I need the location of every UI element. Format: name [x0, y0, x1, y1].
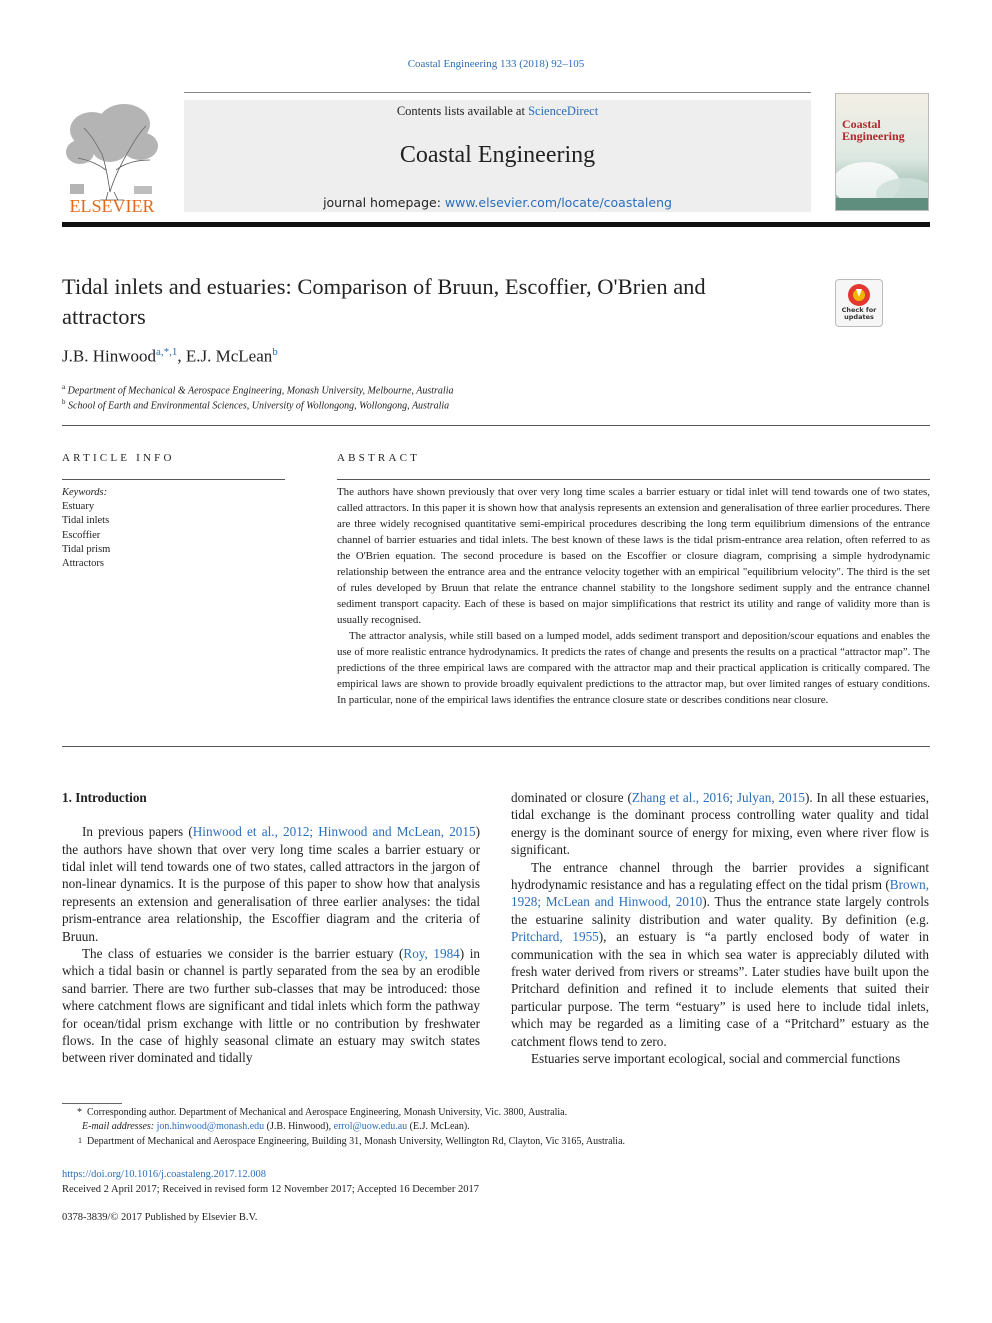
affil-mark: a — [62, 383, 66, 391]
article-title: Tidal inlets and estuaries: Comparison of Bruun, Escoffier, O'Brien and attractors — [62, 274, 706, 329]
keywords-list — [62, 486, 110, 571]
keyword: Escoffier — [62, 529, 101, 541]
check-updates-label: Check for updates — [841, 306, 877, 321]
article-info-rule — [62, 479, 285, 480]
affiliation-rule — [62, 425, 930, 426]
affil-text: School of Earth and Environmental Sciences, University of Wollongong, Wollongong, Australia — [68, 400, 450, 412]
section-heading: 1. Introduction — [62, 790, 147, 805]
citation-link[interactable]: Zhang et al., 2016; Julyan, 2015 — [631, 790, 805, 805]
author-name[interactable]: E.J. McLean — [185, 346, 273, 366]
cover-wave-image-icon — [836, 154, 929, 211]
cover-title: Coastal Engineering — [842, 117, 905, 143]
affil-text: Department of Mechanical & Aerospace Engineering, Monash University, Melbourne, Australia — [67, 385, 454, 397]
text: The class of estuaries we consider is the barrier estuary ( — [82, 946, 404, 962]
footnote-rule — [62, 1103, 122, 1104]
text: The entrance channel through the barrier provides a significant hydrodynamic resistance and has a regulating effect on the tidal prism ( — [511, 859, 929, 893]
keywords-label: Keywords: — [62, 487, 108, 498]
abstract-end-rule — [62, 746, 930, 747]
footnote-corresponding — [62, 1107, 567, 1118]
contents-line — [184, 104, 811, 119]
affiliation-b — [62, 398, 449, 411]
copyright-line: 0378-3839/© 2017 Published by Elsevier B.V. — [62, 1212, 258, 1223]
author-separator: , — [177, 346, 186, 366]
author-list — [62, 346, 278, 367]
abstract-paragraph: The attractor analysis, while still based on a lumped model, adds sediment transport and deposition/scour equations and enables the use of more realistic entrance hydrodynamics. It predicts the rates of change and presents the results on a practical “attractor map”. The predictions of the three empirical laws are compared with the attractor map and their practical application is critically compared. The empirical laws are shown to provide broadly equivalent predictions to the attractor map, but over limited ranges of estuary conditions. In particular, none of the empirical laws identifies the entrance closure state or describes conditions near closure. — [337, 630, 930, 706]
body-column-left — [62, 789, 480, 1067]
received-dates: Received 2 April 2017; Received in revised form 12 November 2017; Accepted 16 December 2017 — [62, 1184, 479, 1195]
keyword: Tidal prism — [62, 543, 111, 555]
abstract-rule — [337, 479, 930, 480]
abstract-body — [337, 484, 930, 708]
affil-mark: b — [62, 398, 66, 406]
text: ) the authors have shown that over very long time scales a barrier estuary or tidal inlet will tend towards one of two states, called attractors in the jargon of non-linear dynamics. It is the purpose of this paper to show how that analysis represents an extension and generalisation of three earlier analyses: the tidal prism-entrance area relationship, the Escoffier diagram and the criteria of Bruun. — [62, 824, 480, 944]
email-label: E-mail addresses: — [82, 1121, 157, 1132]
footnote-1 — [62, 1136, 625, 1147]
citation-link[interactable]: Brown, 1928; McLean and Hinwood, 2010 — [511, 877, 929, 910]
footnote-text: Corresponding author. Department of Mechanical and Aerospace Engineering, Monash University, Vic. 3800, Australia. — [87, 1107, 568, 1118]
body-paragraph — [62, 945, 480, 1067]
homepage-prefix: journal homepage: — [323, 195, 445, 210]
keyword: Tidal inlets — [62, 515, 110, 527]
contents-prefix: Contents lists available at — [396, 104, 529, 118]
keyword: Estuary — [62, 501, 95, 513]
footnote-emails — [82, 1121, 470, 1132]
abstract-heading: ABSTRACT — [337, 452, 421, 464]
header-top-rule — [184, 92, 811, 93]
text: ). In all these estuaries, tidal exchange is the dominant process controlling water quality and tidal energy is the dominant source of energy for mixing, even where river flow is significant. — [511, 790, 929, 858]
elsevier-logo — [62, 100, 162, 218]
text: (J.B. Hinwood), — [264, 1121, 334, 1132]
text: In previous papers ( — [82, 824, 193, 840]
body-column-right — [511, 789, 929, 1068]
journal-title: Coastal Engineering — [399, 142, 596, 168]
footnote-mark: 1 — [78, 1136, 82, 1145]
author-name[interactable]: J.B. Hinwood — [62, 346, 156, 366]
footnote-mark: * — [77, 1107, 82, 1118]
citation-link[interactable]: Pritchard, 1955 — [511, 929, 599, 945]
keyword: Attractors — [62, 558, 104, 570]
body-paragraph — [511, 859, 929, 1050]
text: ), an estuary is “a partly enclosed body of water in communication with the sea in which sea water is appreciably diluted with fresh water derived from rivers or streams”. Later studies have built upon the Pritchard definition and refined it to include elements that suited their particular purpose. The term “estuary” is used here to include tidal inlets, which may be regarded as a limiting case of a “Pritchard” estuary as the catchment flows tend to zero. — [511, 929, 929, 1049]
homepage-line — [184, 195, 811, 210]
sciencedirect-link[interactable]: ScienceDirect — [528, 104, 599, 118]
citation-link[interactable]: Roy, 1984 — [403, 946, 460, 962]
text: (E.J. McLean). — [407, 1121, 470, 1132]
body-paragraph — [511, 789, 929, 859]
text: dominated or closure ( — [511, 790, 632, 805]
header-bottom-rule — [62, 222, 930, 227]
affiliation-a — [62, 383, 453, 396]
body-paragraph — [62, 823, 480, 945]
body-paragraph: Estuaries serve important ecological, social and commercial functions — [531, 1051, 901, 1067]
author-affil-marks[interactable]: b — [272, 346, 278, 358]
text: ) in which a tidal basin or channel is partly separated from the sea by an erodible sand barrier. There are two further sub-classes that may be introduced: those where catchment flows are significant and tidal inlets which form the pathway for ocean/tidal prism exchange with little or no contribution by freshwater flows. In the case of highly seasonal climate an estuary may switch states between river dominated and tidally — [62, 946, 480, 1066]
journal-cover-thumbnail[interactable] — [835, 93, 929, 211]
author-affil-marks[interactable]: a,*,1 — [155, 346, 178, 358]
check-for-updates-button[interactable] — [835, 279, 883, 327]
text: ). Thus the entrance state largely controls the estuarine salinity distribution and water quality. By definition (e.g. — [511, 894, 929, 927]
citation-link[interactable]: Hinwood et al., 2012; Hinwood and McLean, 2015 — [192, 824, 476, 840]
journal-citation[interactable]: Coastal Engineering 133 (2018) 92–105 — [407, 58, 585, 70]
journal-homepage-link[interactable]: www.elsevier.com/locate/coastaleng — [444, 195, 672, 210]
check-updates-icon — [847, 283, 871, 307]
email-link[interactable]: errol@uow.edu.au — [333, 1121, 408, 1132]
footnote-text: Department of Mechanical and Aerospace Engineering, Building 31, Monash University, Wellington Rd, Clayton, Vic 3165, Australia. — [87, 1136, 626, 1147]
elsevier-wordmark: ELSEVIER — [69, 196, 155, 216]
email-link[interactable]: jon.hinwood@monash.edu — [156, 1121, 265, 1132]
abstract-paragraph: The authors have shown previously that over very long time scales a barrier estuary or tidal inlet will tend towards one of two states, called attractors. In this paper it is shown how that analysis represents an extension and generalisation of three earlier procedures. There are three widely recognised quantitative semi-empirical procedures describing the long term equilibrium dimensions of the entrance channel of barrier estuaries and tidal inlets. The best known of these laws is the tidal prism-entrance area relation, often referred to as the O'Brien equation. The second procedure is based on the Escoffier or closure diagram, comprising a simple hydrodynamic relationship between the entrance area and the entrance velocity together with an empirical "equilibrium velocity". The third is the set of rules developed by Bruun that relate the entrance channel stability to the longshore sediment supply and the entrance channel sediment transport capacity. Each of these is based on major simplifications that restrict its utility and range of validity more than is usually recognised. — [337, 486, 930, 626]
article-info-heading: ARTICLE INFO — [62, 452, 175, 464]
doi-link[interactable]: https://doi.org/10.1016/j.coastaleng.2017.12.008 — [62, 1169, 266, 1180]
